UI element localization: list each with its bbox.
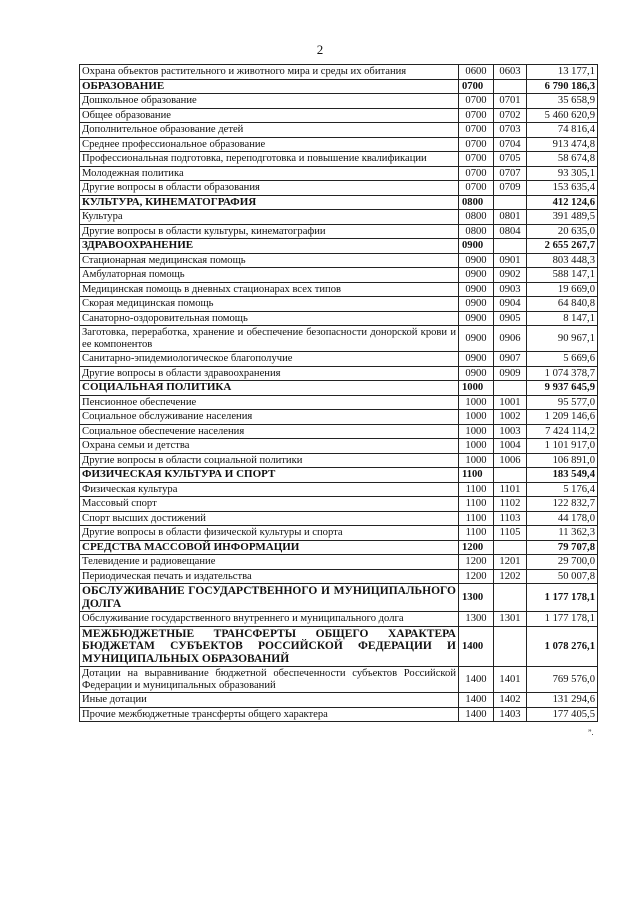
section-code-cell: 0900 <box>459 366 494 381</box>
section-code-cell: 0700 <box>459 79 494 94</box>
section-code-cell: 0900 <box>459 239 494 254</box>
amount-cell: 29 700,0 <box>527 555 598 570</box>
amount-cell: 1 078 276,1 <box>527 626 598 667</box>
amount-cell: 1 177 178,1 <box>527 584 598 612</box>
subsection-code-cell: 0709 <box>494 181 527 196</box>
subsection-code-cell: 0705 <box>494 152 527 167</box>
section-code-cell: 1100 <box>459 497 494 512</box>
row-name-cell: ФИЗИЧЕСКАЯ КУЛЬТУРА И СПОРТ <box>80 468 459 483</box>
subsection-code-cell: 1201 <box>494 555 527 570</box>
table-row <box>80 410 598 425</box>
amount-cell: 90 967,1 <box>527 326 598 352</box>
table-row <box>80 108 598 123</box>
section-code-cell: 1200 <box>459 569 494 584</box>
amount-cell: 1 074 378,7 <box>527 366 598 381</box>
row-name-cell: ОБСЛУЖИВАНИЕ ГОСУДАРСТВЕННОГО И МУНИЦИПАЛЬНОГО ДОЛГА <box>80 584 459 612</box>
section-code-cell: 0900 <box>459 282 494 297</box>
subsection-code-cell: 0909 <box>494 366 527 381</box>
row-name-cell: Дотации на выравнивание бюджетной обеспеченности субъектов Российской Федерации и муниципальных образований <box>80 667 459 693</box>
amount-cell: 412 124,6 <box>527 195 598 210</box>
table-row <box>80 707 598 722</box>
section-code-cell: 1000 <box>459 410 494 425</box>
table-row <box>80 152 598 167</box>
table-row <box>80 511 598 526</box>
amount-cell: 913 474,8 <box>527 137 598 152</box>
row-name-cell: Другие вопросы в области культуры, кинематографии <box>80 224 459 239</box>
row-name-cell: Амбулаторная помощь <box>80 268 459 283</box>
amount-cell: 183 549,4 <box>527 468 598 483</box>
subsection-code-cell: 1403 <box>494 707 527 722</box>
amount-cell: 13 177,1 <box>527 65 598 80</box>
subsection-code-cell: 0703 <box>494 123 527 138</box>
section-code-cell: 0900 <box>459 253 494 268</box>
table-row <box>80 366 598 381</box>
amount-cell: 19 669,0 <box>527 282 598 297</box>
section-header-row <box>80 540 598 555</box>
table-row <box>80 297 598 312</box>
section-code-cell: 0900 <box>459 352 494 367</box>
table-row <box>80 352 598 367</box>
row-name-cell: Охрана объектов растительного и животного мира и среды их обитания <box>80 65 459 80</box>
table-row <box>80 94 598 109</box>
row-name-cell: Заготовка, переработка, хранение и обеспечение безопасности донорской крови и ее компонентов <box>80 326 459 352</box>
subsection-code-cell: 1202 <box>494 569 527 584</box>
section-code-cell: 1000 <box>459 424 494 439</box>
section-code-cell: 1000 <box>459 439 494 454</box>
page-number: 2 <box>316 42 324 57</box>
subsection-code-cell: 1102 <box>494 497 527 512</box>
subsection-code-cell <box>494 468 527 483</box>
subsection-code-cell: 0904 <box>494 297 527 312</box>
subsection-code-cell <box>494 239 527 254</box>
amount-cell: 95 577,0 <box>527 395 598 410</box>
section-header-row <box>80 239 598 254</box>
section-code-cell: 1000 <box>459 395 494 410</box>
section-code-cell: 0700 <box>459 123 494 138</box>
amount-cell: 35 658,9 <box>527 94 598 109</box>
amount-cell: 391 489,5 <box>527 210 598 225</box>
subsection-code-cell: 0903 <box>494 282 527 297</box>
subsection-code-cell: 0804 <box>494 224 527 239</box>
section-code-cell: 0900 <box>459 268 494 283</box>
row-name-cell: Обслуживание государственного внутреннего и муниципального долга <box>80 612 459 627</box>
subsection-code-cell: 1103 <box>494 511 527 526</box>
row-name-cell: Культура <box>80 210 459 225</box>
section-header-row <box>80 79 598 94</box>
amount-cell: 1 209 146,6 <box>527 410 598 425</box>
section-header-row <box>80 468 598 483</box>
table-row <box>80 526 598 541</box>
table-row <box>80 268 598 283</box>
subsection-code-cell: 1001 <box>494 395 527 410</box>
table-row <box>80 326 598 352</box>
row-name-cell: СРЕДСТВА МАССОВОЙ ИНФОРМАЦИИ <box>80 540 459 555</box>
section-code-cell: 1100 <box>459 468 494 483</box>
subsection-code-cell: 1402 <box>494 693 527 708</box>
section-code-cell: 1400 <box>459 707 494 722</box>
subsection-code-cell: 0907 <box>494 352 527 367</box>
closing-quote-mark: ”. <box>588 728 594 737</box>
table-row <box>80 395 598 410</box>
section-header-row <box>80 381 598 396</box>
section-code-cell: 1200 <box>459 540 494 555</box>
subsection-code-cell: 0901 <box>494 253 527 268</box>
subsection-code-cell: 0701 <box>494 94 527 109</box>
table-row <box>80 424 598 439</box>
budget-table <box>79 64 598 722</box>
row-name-cell: Другие вопросы в области физической культуры и спорта <box>80 526 459 541</box>
amount-cell: 6 790 186,3 <box>527 79 598 94</box>
section-code-cell: 0900 <box>459 311 494 326</box>
amount-cell: 131 294,6 <box>527 693 598 708</box>
row-name-cell: Социальное обслуживание населения <box>80 410 459 425</box>
subsection-code-cell <box>494 584 527 612</box>
amount-cell: 803 448,3 <box>527 253 598 268</box>
section-code-cell: 0800 <box>459 195 494 210</box>
row-name-cell: Другие вопросы в области социальной политики <box>80 453 459 468</box>
row-name-cell: МЕЖБЮДЖЕТНЫЕ ТРАНСФЕРТЫ ОБЩЕГО ХАРАКТЕРА БЮДЖЕТАМ СУБЪЕКТОВ РОССИЙСКОЙ ФЕДЕРАЦИИ И МУНИЦИПАЛЬНЫХ ОБРАЗОВАНИЙ <box>80 626 459 667</box>
subsection-code-cell <box>494 195 527 210</box>
amount-cell: 20 635,0 <box>527 224 598 239</box>
amount-cell: 79 707,8 <box>527 540 598 555</box>
table-row <box>80 439 598 454</box>
row-name-cell: Молодежная политика <box>80 166 459 181</box>
row-name-cell: Скорая медицинская помощь <box>80 297 459 312</box>
subsection-code-cell: 1006 <box>494 453 527 468</box>
table-row <box>80 123 598 138</box>
subsection-code-cell: 1004 <box>494 439 527 454</box>
section-code-cell: 0800 <box>459 224 494 239</box>
section-code-cell: 1200 <box>459 555 494 570</box>
budget-table-body <box>80 65 598 722</box>
subsection-code-cell: 1301 <box>494 612 527 627</box>
amount-cell: 50 007,8 <box>527 569 598 584</box>
amount-cell: 153 635,4 <box>527 181 598 196</box>
subsection-code-cell: 0902 <box>494 268 527 283</box>
row-name-cell: Физическая культура <box>80 482 459 497</box>
table-row <box>80 569 598 584</box>
row-name-cell: ОБРАЗОВАНИЕ <box>80 79 459 94</box>
row-name-cell: Другие вопросы в области здравоохранения <box>80 366 459 381</box>
section-code-cell: 0700 <box>459 94 494 109</box>
subsection-code-cell <box>494 381 527 396</box>
row-name-cell: Общее образование <box>80 108 459 123</box>
table-row <box>80 65 598 80</box>
row-name-cell: Телевидение и радиовещание <box>80 555 459 570</box>
row-name-cell: Периодическая печать и издательства <box>80 569 459 584</box>
subsection-code-cell: 1105 <box>494 526 527 541</box>
amount-cell: 106 891,0 <box>527 453 598 468</box>
row-name-cell: Спорт высших достижений <box>80 511 459 526</box>
amount-cell: 8 147,1 <box>527 311 598 326</box>
amount-cell: 5 176,4 <box>527 482 598 497</box>
section-code-cell: 1300 <box>459 612 494 627</box>
row-name-cell: Пенсионное обеспечение <box>80 395 459 410</box>
subsection-code-cell: 0704 <box>494 137 527 152</box>
amount-cell: 769 576,0 <box>527 667 598 693</box>
row-name-cell: Среднее профессиональное образование <box>80 137 459 152</box>
row-name-cell: Прочие межбюджетные трансферты общего характера <box>80 707 459 722</box>
amount-cell: 177 405,5 <box>527 707 598 722</box>
amount-cell: 5 460 620,9 <box>527 108 598 123</box>
table-row <box>80 253 598 268</box>
table-row <box>80 210 598 225</box>
row-name-cell: Социальное обеспечение населения <box>80 424 459 439</box>
subsection-code-cell: 1003 <box>494 424 527 439</box>
amount-cell: 5 669,6 <box>527 352 598 367</box>
row-name-cell: Охрана семьи и детства <box>80 439 459 454</box>
row-name-cell: ЗДРАВООХРАНЕНИЕ <box>80 239 459 254</box>
table-row <box>80 137 598 152</box>
table-row <box>80 612 598 627</box>
amount-cell: 588 147,1 <box>527 268 598 283</box>
section-code-cell: 0600 <box>459 65 494 80</box>
subsection-code-cell: 1401 <box>494 667 527 693</box>
amount-cell: 58 674,8 <box>527 152 598 167</box>
row-name-cell: Профессиональная подготовка, переподготовка и повышение квалификации <box>80 152 459 167</box>
subsection-code-cell: 0603 <box>494 65 527 80</box>
row-name-cell: Иные дотации <box>80 693 459 708</box>
amount-cell: 2 655 267,7 <box>527 239 598 254</box>
subsection-code-cell <box>494 79 527 94</box>
row-name-cell: Санитарно-эпидемиологическое благополучие <box>80 352 459 367</box>
section-code-cell: 1100 <box>459 526 494 541</box>
section-code-cell: 1400 <box>459 626 494 667</box>
table-row <box>80 224 598 239</box>
section-code-cell: 0700 <box>459 108 494 123</box>
row-name-cell: Дополнительное образование детей <box>80 123 459 138</box>
row-name-cell: Дошкольное образование <box>80 94 459 109</box>
amount-cell: 44 178,0 <box>527 511 598 526</box>
table-row <box>80 181 598 196</box>
amount-cell: 1 101 917,0 <box>527 439 598 454</box>
section-header-row <box>80 626 598 667</box>
section-code-cell: 1100 <box>459 511 494 526</box>
table-row <box>80 497 598 512</box>
subsection-code-cell: 0906 <box>494 326 527 352</box>
subsection-code-cell: 0801 <box>494 210 527 225</box>
row-name-cell: Медицинская помощь в дневных стационарах всех типов <box>80 282 459 297</box>
table-row <box>80 453 598 468</box>
subsection-code-cell: 1002 <box>494 410 527 425</box>
amount-cell: 7 424 114,2 <box>527 424 598 439</box>
row-name-cell: Другие вопросы в области образования <box>80 181 459 196</box>
amount-cell: 74 816,4 <box>527 123 598 138</box>
subsection-code-cell: 0905 <box>494 311 527 326</box>
section-code-cell: 0800 <box>459 210 494 225</box>
table-row <box>80 282 598 297</box>
subsection-code-cell <box>494 626 527 667</box>
section-code-cell: 1000 <box>459 453 494 468</box>
section-code-cell: 1000 <box>459 381 494 396</box>
section-code-cell: 1400 <box>459 667 494 693</box>
table-row <box>80 311 598 326</box>
amount-cell: 122 832,7 <box>527 497 598 512</box>
amount-cell: 93 305,1 <box>527 166 598 181</box>
section-code-cell: 0700 <box>459 152 494 167</box>
subsection-code-cell: 1101 <box>494 482 527 497</box>
subsection-code-cell <box>494 540 527 555</box>
table-row <box>80 555 598 570</box>
section-code-cell: 0700 <box>459 166 494 181</box>
section-code-cell: 0700 <box>459 137 494 152</box>
amount-cell: 11 362,3 <box>527 526 598 541</box>
amount-cell: 9 937 645,9 <box>527 381 598 396</box>
section-code-cell: 0700 <box>459 181 494 196</box>
row-name-cell: Санаторно-оздоровительная помощь <box>80 311 459 326</box>
amount-cell: 64 840,8 <box>527 297 598 312</box>
table-row <box>80 482 598 497</box>
section-code-cell: 0900 <box>459 326 494 352</box>
section-header-row <box>80 584 598 612</box>
section-code-cell: 1400 <box>459 693 494 708</box>
row-name-cell: КУЛЬТУРА, КИНЕМАТОГРАФИЯ <box>80 195 459 210</box>
table-row <box>80 693 598 708</box>
section-code-cell: 1100 <box>459 482 494 497</box>
section-code-cell: 0900 <box>459 297 494 312</box>
subsection-code-cell: 0707 <box>494 166 527 181</box>
section-header-row <box>80 195 598 210</box>
amount-cell: 1 177 178,1 <box>527 612 598 627</box>
subsection-code-cell: 0702 <box>494 108 527 123</box>
row-name-cell: Стационарная медицинская помощь <box>80 253 459 268</box>
table-row <box>80 166 598 181</box>
section-code-cell: 1300 <box>459 584 494 612</box>
table-row <box>80 667 598 693</box>
row-name-cell: Массовый спорт <box>80 497 459 512</box>
row-name-cell: СОЦИАЛЬНАЯ ПОЛИТИКА <box>80 381 459 396</box>
